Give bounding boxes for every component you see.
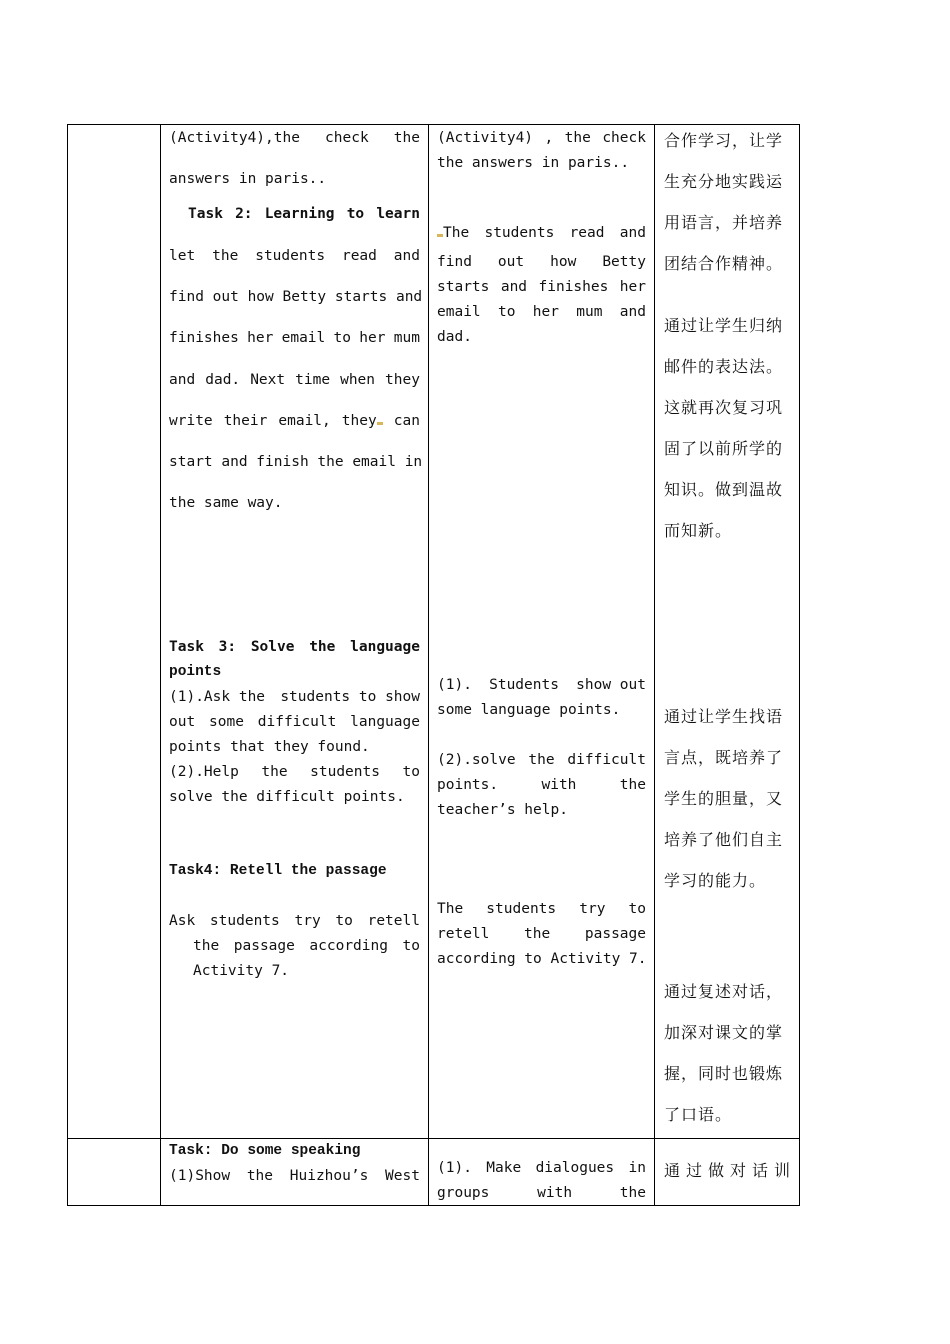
student-line — [437, 254, 646, 270]
word: Students — [489, 677, 559, 693]
speaking-task-line — [169, 1168, 420, 1184]
word: Next — [250, 372, 286, 388]
word: email — [437, 304, 481, 320]
word: groups — [437, 1185, 490, 1201]
word: starts — [437, 279, 490, 295]
word: when — [340, 372, 376, 388]
task2-line — [169, 413, 420, 429]
word: check — [325, 130, 369, 146]
intent-line: 言点，既培养了 — [664, 748, 784, 767]
word: Task — [188, 206, 223, 222]
activity-line: answers in paris.. — [169, 171, 327, 187]
column-divider-1 — [160, 124, 161, 1206]
task3-line — [169, 689, 420, 705]
word: some — [209, 714, 244, 730]
word: the — [246, 1168, 274, 1184]
column-divider-2 — [428, 124, 429, 1206]
task2-line: the same way. — [169, 495, 283, 511]
word: (1). — [437, 1160, 472, 1176]
word: students — [486, 901, 557, 917]
table-border-bottom — [67, 1205, 800, 1206]
word: her — [532, 304, 559, 320]
word: they — [342, 413, 383, 429]
student-line — [437, 752, 646, 768]
word: West — [385, 1168, 420, 1184]
word: the — [193, 938, 220, 954]
word: the — [524, 926, 551, 942]
word: finishes — [538, 279, 609, 295]
word: (1)Show — [169, 1168, 231, 1184]
word: The — [437, 901, 464, 917]
intent-line: 知识。做到温故 — [664, 480, 784, 499]
word: out — [169, 714, 196, 730]
column-divider-3 — [654, 124, 655, 1206]
student-line — [437, 901, 646, 917]
word: try — [579, 901, 606, 917]
word: (Activity4) — [437, 130, 534, 146]
word: to — [346, 206, 365, 222]
word: mum — [576, 304, 603, 320]
table-border-left — [67, 124, 68, 1206]
task4-line — [169, 913, 420, 929]
word: and — [500, 279, 528, 295]
task3-heading — [169, 639, 420, 655]
word: her — [359, 330, 386, 346]
word: and — [619, 304, 646, 320]
word: the — [212, 248, 239, 264]
student-line — [437, 130, 646, 146]
intent-line: 通过复述对话， — [664, 982, 784, 1001]
word: and — [169, 372, 196, 388]
word-group — [437, 225, 469, 241]
word: Learning — [264, 206, 335, 222]
student-line: teacher’s help. — [437, 802, 568, 818]
word: the — [528, 752, 555, 768]
word: their — [223, 413, 268, 429]
word: with — [537, 1185, 573, 1201]
word: difficult — [257, 714, 337, 730]
word: according — [309, 938, 388, 954]
word: write — [169, 413, 213, 429]
intent-line: 通过做对话训 — [664, 1161, 797, 1180]
student-line — [437, 279, 646, 295]
task2-line — [169, 372, 420, 388]
word: students — [484, 225, 555, 241]
word: Ask — [169, 913, 196, 929]
task2-line: start and finish the email in — [169, 454, 423, 470]
word: with — [541, 777, 577, 793]
word: to — [497, 304, 516, 320]
word: language — [350, 714, 420, 730]
word: find — [437, 254, 472, 270]
word: retell — [437, 926, 490, 942]
task2-heading — [188, 206, 420, 222]
word: in — [628, 1160, 646, 1176]
word: they — [385, 372, 420, 388]
word: and — [393, 248, 420, 264]
word: learn — [376, 206, 420, 222]
word: email, — [278, 413, 331, 429]
activity-line — [169, 130, 420, 146]
word: can — [393, 413, 420, 429]
word: the — [619, 1185, 646, 1201]
word: (2).solve — [437, 752, 516, 768]
word: (1). — [437, 677, 472, 693]
intent-line: 而知新。 — [664, 521, 733, 540]
student-line — [437, 677, 646, 693]
intent-line: 学生的胆量，又 — [664, 789, 784, 808]
task4-line: Activity 7. — [193, 963, 290, 979]
student-line — [437, 304, 646, 320]
word: students to show — [280, 689, 420, 705]
word: The — [443, 225, 470, 241]
student-line — [437, 225, 646, 241]
student-line — [437, 777, 646, 793]
word: to — [333, 330, 352, 346]
word: (1).Ask the — [169, 689, 266, 705]
word: finishes — [169, 330, 239, 346]
student-line — [437, 926, 646, 942]
word: dialogues — [535, 1160, 615, 1176]
word: the — [261, 764, 288, 780]
intent-line: 用语言，并培养 — [664, 213, 784, 232]
word: her — [619, 279, 646, 295]
intent-line: 加深对课文的掌 — [664, 1023, 784, 1042]
word: Huizhou’s — [289, 1168, 369, 1184]
row-divider — [67, 1138, 800, 1139]
task3-heading-line2: points — [169, 664, 222, 680]
word: students — [255, 248, 326, 264]
word: retell — [367, 913, 420, 929]
intent-line: 邮件的表达法。 — [664, 357, 784, 376]
intent-line: 生充分地实践运 — [664, 172, 784, 191]
intent-line: 团结合作精神。 — [664, 254, 784, 273]
highlight-mark — [377, 422, 383, 425]
word: how — [550, 254, 577, 270]
student-line — [437, 1160, 646, 1176]
word: passage — [584, 926, 646, 942]
word: the — [393, 130, 420, 146]
task2-line: find out how Betty starts and — [169, 289, 423, 305]
word: , — [544, 130, 554, 146]
intent-line: 这就再次复习巩 — [664, 398, 784, 417]
intent-line: 握，同时也锻炼 — [664, 1064, 784, 1083]
word: difficult — [567, 752, 646, 768]
word: mum — [393, 330, 420, 346]
word: language — [350, 639, 420, 655]
word: dad. — [205, 372, 241, 388]
intent-line: 了口语。 — [664, 1105, 733, 1124]
student-line: dad. — [437, 329, 472, 345]
word: to — [628, 901, 646, 917]
word: to — [402, 938, 420, 954]
word: Betty — [602, 254, 646, 270]
word: points. — [437, 777, 499, 793]
word: try — [294, 913, 321, 929]
word: students — [310, 764, 380, 780]
word: Task — [169, 639, 204, 655]
word: Make — [486, 1160, 522, 1176]
word: and — [619, 225, 646, 241]
table-border-right — [799, 124, 800, 1206]
word: show out — [576, 677, 646, 693]
task4-line — [193, 938, 420, 954]
word: to — [402, 764, 420, 780]
word: the — [619, 777, 646, 793]
task2-line — [169, 330, 420, 346]
speaking-task-heading: Task: Do some speaking — [169, 1143, 361, 1159]
word: check — [602, 130, 646, 146]
table-border-top — [67, 124, 800, 125]
task3-line: points that they found. — [169, 739, 370, 755]
word: the — [309, 639, 336, 655]
word: time — [295, 372, 331, 388]
word: passage — [233, 938, 295, 954]
word: 2: — [235, 206, 253, 222]
word: read — [341, 248, 377, 264]
task3-line — [169, 714, 420, 730]
intent-line: 固了以前所学的 — [664, 439, 784, 458]
student-line — [437, 1185, 646, 1201]
word: to — [335, 913, 353, 929]
word: the — [564, 130, 591, 146]
word: read — [569, 225, 605, 241]
word: out — [497, 254, 525, 270]
word: 3: — [218, 639, 237, 655]
task3-line — [169, 764, 420, 780]
word: Solve — [250, 639, 295, 655]
word: (Activity4),the — [169, 130, 300, 146]
student-line: the answers in paris.. — [437, 155, 630, 171]
intent-line: 合作学习，让学 — [664, 131, 784, 150]
student-line: according to Activity 7. — [437, 951, 647, 967]
intent-line: 学习的能力。 — [664, 871, 767, 890]
word: (2).Help — [169, 764, 239, 780]
intent-line: 通过让学生归纳 — [664, 316, 784, 335]
word: let — [169, 248, 196, 264]
student-line: some language points. — [437, 702, 621, 718]
word: her — [247, 330, 274, 346]
task3-line: solve the difficult points. — [169, 789, 405, 805]
word: email — [281, 330, 326, 346]
word: students — [209, 913, 280, 929]
task2-line — [169, 248, 420, 264]
intent-line: 通过让学生找语 — [664, 707, 784, 726]
task4-heading: Task4: Retell the passage — [169, 863, 387, 879]
intent-line: 培养了他们自主 — [664, 830, 784, 849]
